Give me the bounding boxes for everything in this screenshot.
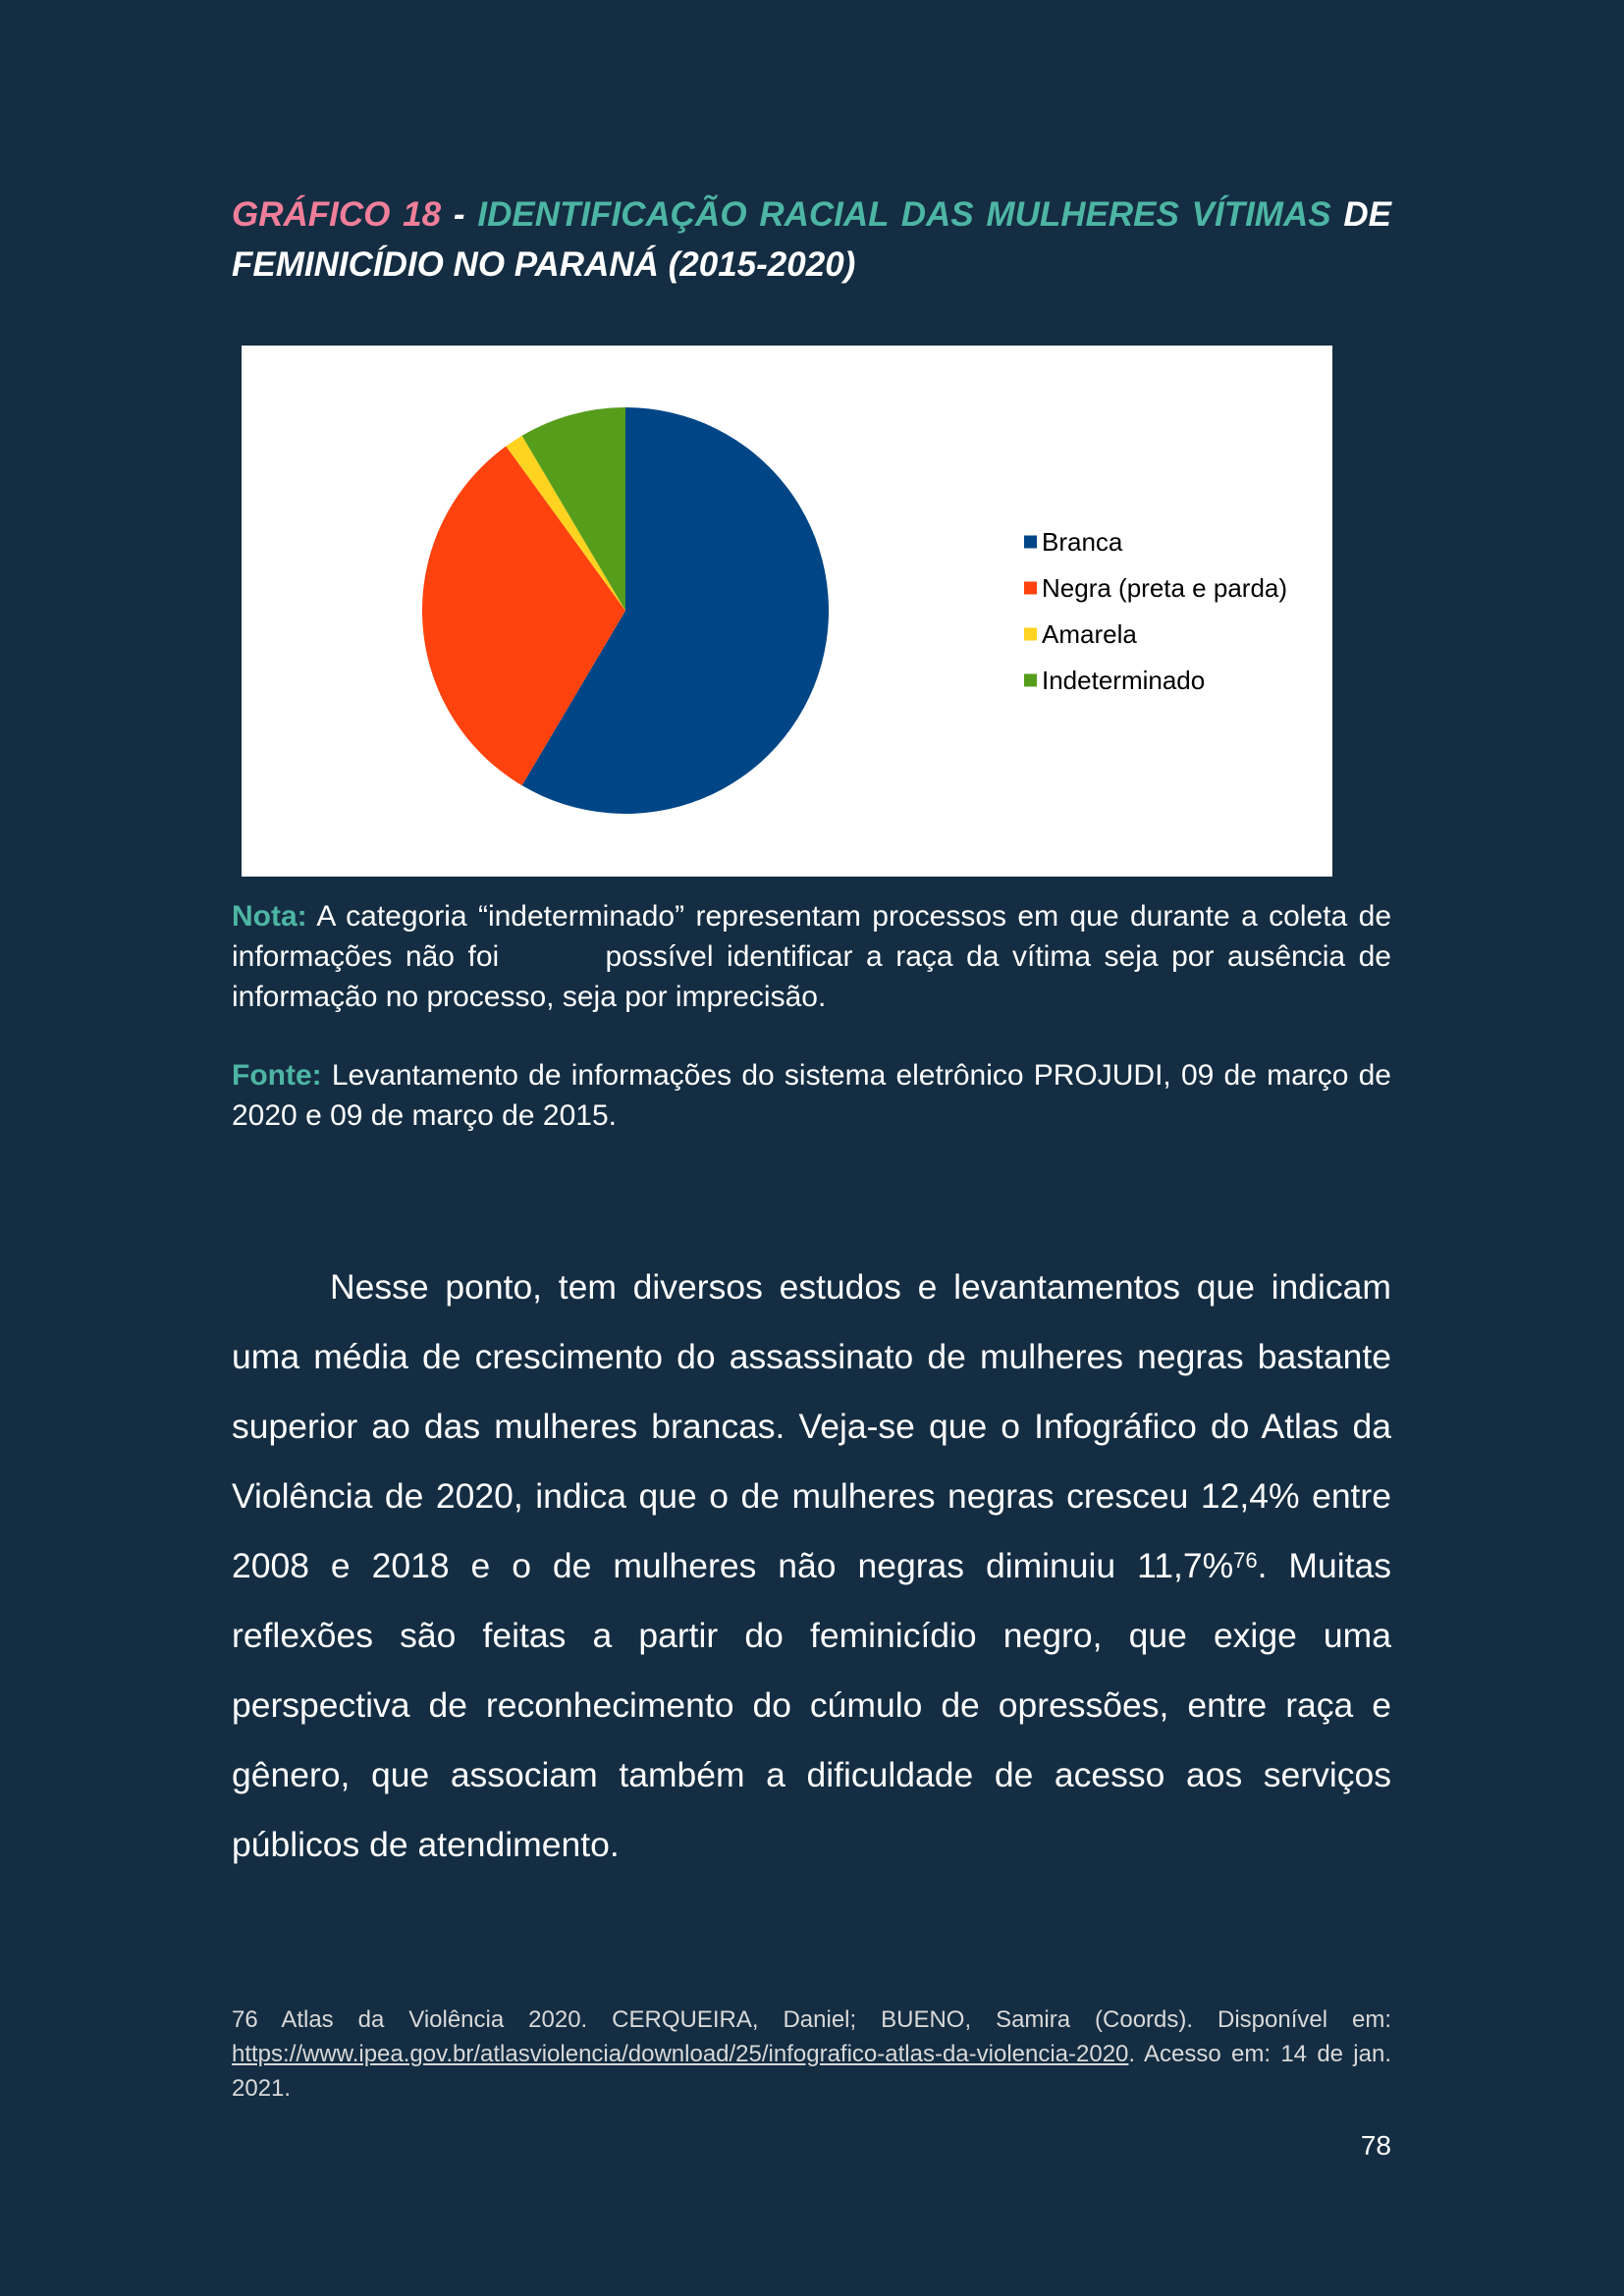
footnote-reference[interactable]: 76: [1233, 1548, 1258, 1573]
footnote-text: 76 Atlas da Violência 2020. CERQUEIRA, Daniel; BUENO, Samira (Coords). Disponível em:: [232, 2006, 1391, 2033]
legend-label-2: Negra (preta e parda): [1042, 573, 1288, 603]
legend-label-4: Indeterminado: [1042, 666, 1206, 695]
legend-label-3: Amarela: [1042, 619, 1137, 649]
chart-legend: [1024, 527, 1287, 695]
body-text-continued: . Muitas reflexões são feitas a partir do feminicídio negro, que exige uma perspectiva de reconhecimento do cúmulo de opressões, entre raça e gênero, que associam também a dificuldade de acesso aos serviços públicos de atendimento.: [232, 1546, 1391, 1864]
chart-heading: [232, 189, 1391, 290]
legend-swatch-2: [1024, 582, 1037, 595]
heading-figure-number: GRÁFICO 18: [232, 195, 442, 234]
heading-title-rest: DE FEMINICÍDIO NO PARANÁ (2015-2020): [232, 195, 1391, 284]
note-text: A categoria “indeterminado” representam processos em que durante a coleta de informações não foi possível identificar a raça da vítima seja por ausência de informação no processo, seja por imprecisão.: [232, 900, 1400, 1013]
legend-label-1: Branca: [1042, 527, 1123, 557]
page-number: 78: [1360, 2130, 1391, 2161]
footnote-link[interactable]: https://www.ipea.gov.br/atlasviolencia/download/25/infografico-atlas-da-violencia-2020: [232, 2041, 1129, 2067]
pie-chart: [242, 346, 1332, 877]
note-label: Nota:: [232, 900, 307, 933]
legend-swatch-4: [1024, 674, 1037, 687]
heading-title-highlight: IDENTIFICAÇÃO RACIAL DAS MULHERES VÍTIMAS: [477, 195, 1331, 234]
body-paragraph: [232, 1253, 1391, 1880]
legend-swatch-3: [1024, 628, 1037, 641]
chart-source: [232, 1055, 1391, 1136]
footnote: [232, 2002, 1391, 2106]
body-text: Nesse ponto, tem diversos estudos e levantamentos que indicam uma média de crescimento do assassinato de mulheres negras bastante superior ao das mulheres brancas. Veja-se que o Infográfico do Atlas da Violência de 2020, indica que o de mulheres negras cresceu 12,4% entre 2008 e 2018 e o de mulheres não negras diminuiu 11,7%: [232, 1267, 1391, 1585]
legend-swatch-1: [1024, 536, 1037, 549]
heading-separator: -: [441, 195, 478, 234]
footnote-access-date: . Acesso em: 14 de jan. 2021.: [232, 2041, 1391, 2102]
pie-chart-panel: [242, 346, 1332, 877]
source-label: Fonte:: [232, 1059, 322, 1092]
chart-note: [232, 896, 1400, 1017]
pie-slices: [422, 407, 829, 814]
source-text: Levantamento de informações do sistema eletrônico PROJUDI, 09 de março de 2020 e 09 de março de 2015.: [232, 1059, 1391, 1132]
